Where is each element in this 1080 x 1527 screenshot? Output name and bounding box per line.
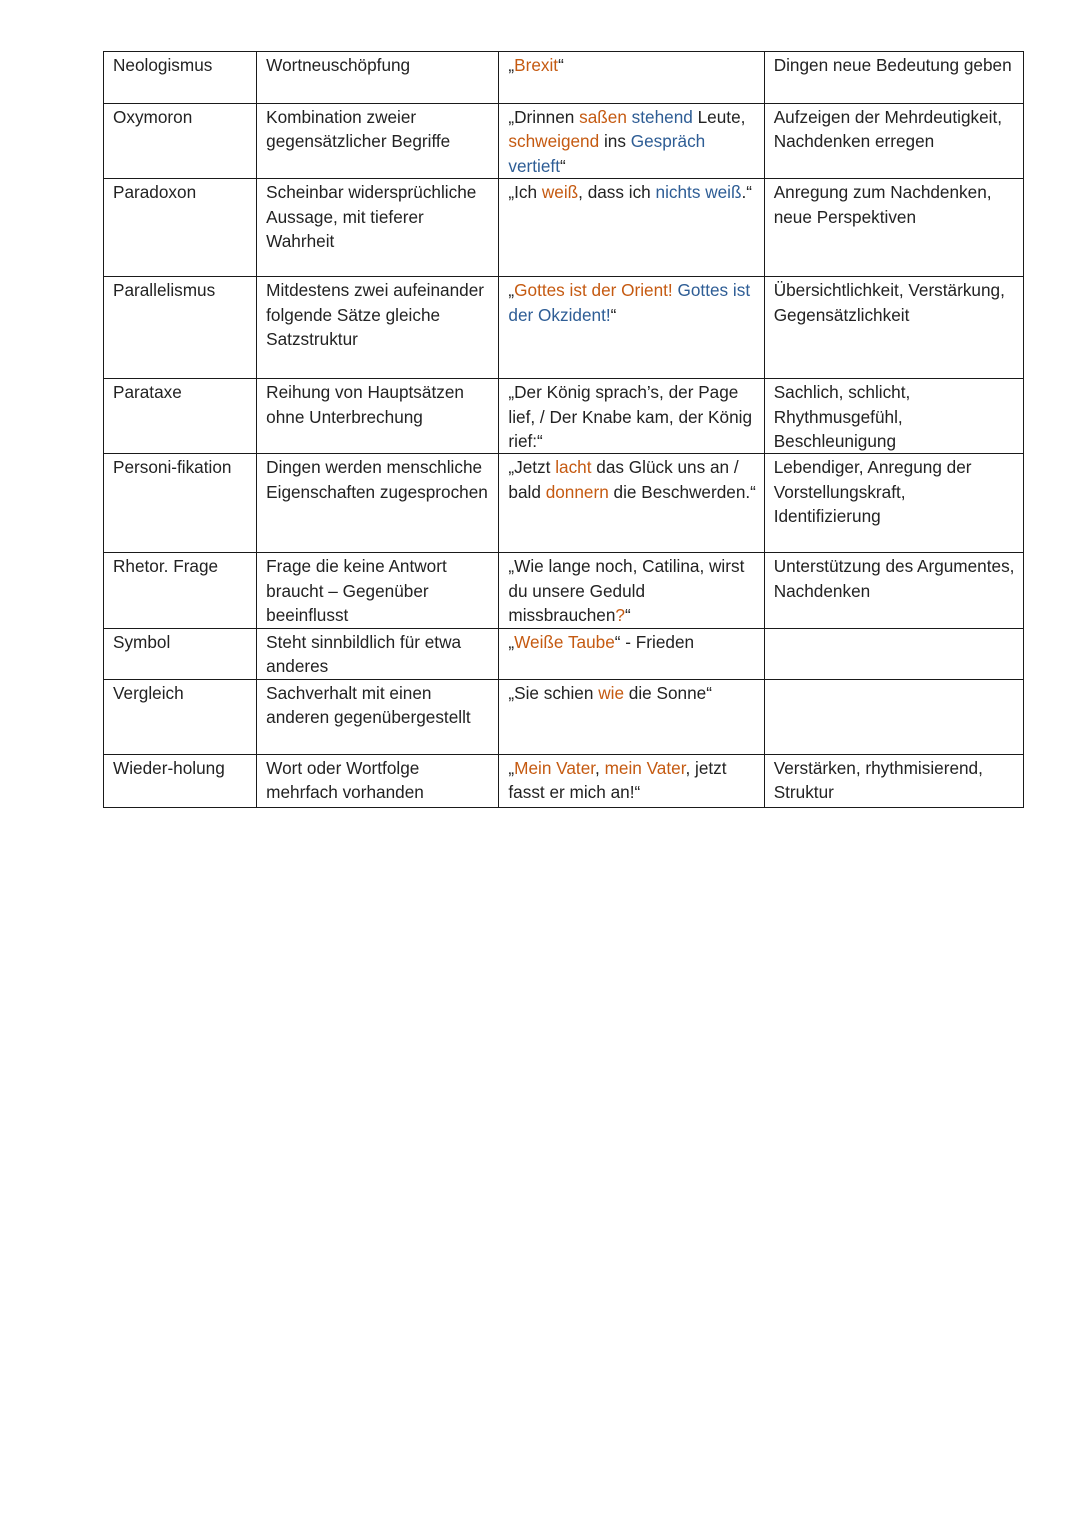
effect-cell [764,628,1023,679]
example-text: „ [508,280,515,301]
effect-cell: Unterstützung des Argumentes, Nachdenken [764,553,1023,628]
highlight-orange: donnern [545,481,609,502]
highlight-orange: Mein Vater [514,757,596,778]
example-text: „ [508,55,515,75]
example-text: ins [599,131,631,152]
term-cell: Wieder-holung [104,754,257,807]
definition-cell: Reihung von Hauptsätzen ohne Unterbrechung [257,379,499,454]
highlight-orange: schweigend [508,131,600,152]
example-text: “ [558,55,564,75]
highlight-blue: Gottes ist der Okzident! [508,280,751,325]
example-text: „Jetzt [508,457,556,478]
example-text: “ [560,155,566,176]
example-text: , dass ich [578,182,656,203]
example-text: “ - Frieden [614,631,695,652]
table-row [104,754,1024,807]
highlight-blue: stehend [631,107,693,127]
effect-cell: Aufzeigen der Mehrdeutigkeit, Nachdenken erregen [764,104,1023,179]
definition-cell: Scheinbar widersprüchliche Aussage, mit tieferer Wahrheit [257,179,499,277]
highlight-orange: weiß [541,182,579,203]
example-text: , [595,757,605,778]
example-cell [499,277,764,379]
example-cell [499,553,764,628]
table-row [104,52,1024,104]
highlight-orange: wie [598,682,625,703]
table-row [104,553,1024,628]
table-row [104,277,1024,379]
definition-cell: Kombination zweier gegensätzlicher Begriffe [257,104,499,179]
term-cell: Oxymoron [104,104,257,179]
definition-cell: Steht sinnbildlich für etwa anderes [257,628,499,679]
example-text: “ [610,304,617,325]
example-cell [499,454,764,553]
definition-cell: Frage die keine Antwort braucht – Gegenüber beeinflusst [257,553,499,628]
example-text: „Sie schien [508,682,599,703]
term-cell: Paradoxon [104,179,257,277]
example-text: „Der König sprach’s, der Page lief, / Der Knabe kam, der König rief:“ [508,382,753,452]
term-cell: Neologismus [104,52,257,104]
effect-cell [764,679,1023,754]
example-text: .“ [741,182,752,203]
term-cell: Vergleich [104,679,257,754]
example-text: “ [624,605,631,626]
effect-cell: Verstärken, rhythmisierend, Struktur [764,754,1023,807]
effect-cell: Anregung zum Nachdenken, neue Perspektiven [764,179,1023,277]
example-text: die Sonne“ [624,682,712,703]
term-cell: Rhetor. Frage [104,553,257,628]
example-text: , jetzt fasst er mich an!“ [508,757,727,803]
highlight-orange: saßen [579,107,627,127]
highlight-orange: ? [615,605,625,626]
highlight-orange: lacht [555,457,592,478]
highlight-orange: Weiße Taube [514,631,615,652]
example-text: „Drinnen [508,107,580,127]
effect-cell: Dingen neue Bedeutung geben [764,52,1023,104]
table-row [104,179,1024,277]
effect-cell: Übersichtlichkeit, Verstärkung, Gegensätzlichkeit [764,277,1023,379]
example-text: das Glück uns an / bald [508,457,739,502]
term-cell: Parataxe [104,379,257,454]
highlight-blue: nichts weiß [655,182,742,203]
example-text: „Wie lange noch, Catilina, wirst du unsere Geduld missbrauchen [508,556,745,626]
example-text: Leute, [692,107,746,127]
highlight-blue: Gespräch vertieft [508,131,706,176]
table-body [104,52,1024,808]
term-cell: Personi-fikation [104,454,257,553]
example-text: „ [508,631,515,652]
example-text: „ [508,757,515,778]
example-cell [499,179,764,277]
example-text: die Beschwerden.“ [608,481,756,502]
highlight-orange: Gottes ist der Orient! [514,280,673,301]
definition-cell: Sachverhalt mit einen anderen gegenübergestellt [257,679,499,754]
effect-cell: Sachlich, schlicht, Rhythmusgefühl, Beschleunigung [764,379,1023,454]
example-cell [499,679,764,754]
table-row [104,104,1024,179]
highlight-orange: Brexit [514,55,559,75]
example-text: „Ich [508,182,542,203]
table-row [104,379,1024,454]
example-cell [499,628,764,679]
table-row [104,628,1024,679]
rhetorical-devices-table [103,51,1024,808]
example-cell [499,379,764,454]
table-row [104,679,1024,754]
effect-cell: Lebendiger, Anregung der Vorstellungskraft, Identifizierung [764,454,1023,553]
definition-cell: Dingen werden menschliche Eigenschaften zugesprochen [257,454,499,553]
definition-cell: Wortneuschöpfung [257,52,499,104]
definition-cell: Wort oder Wortfolge mehrfach vorhanden [257,754,499,807]
term-cell: Symbol [104,628,257,679]
table-row [104,454,1024,553]
example-cell [499,52,764,104]
term-cell: Parallelismus [104,277,257,379]
highlight-orange: mein Vater [604,757,686,778]
example-cell [499,754,764,807]
definition-cell: Mitdestens zwei aufeinander folgende Sätze gleiche Satzstruktur [257,277,499,379]
example-cell [499,104,764,179]
